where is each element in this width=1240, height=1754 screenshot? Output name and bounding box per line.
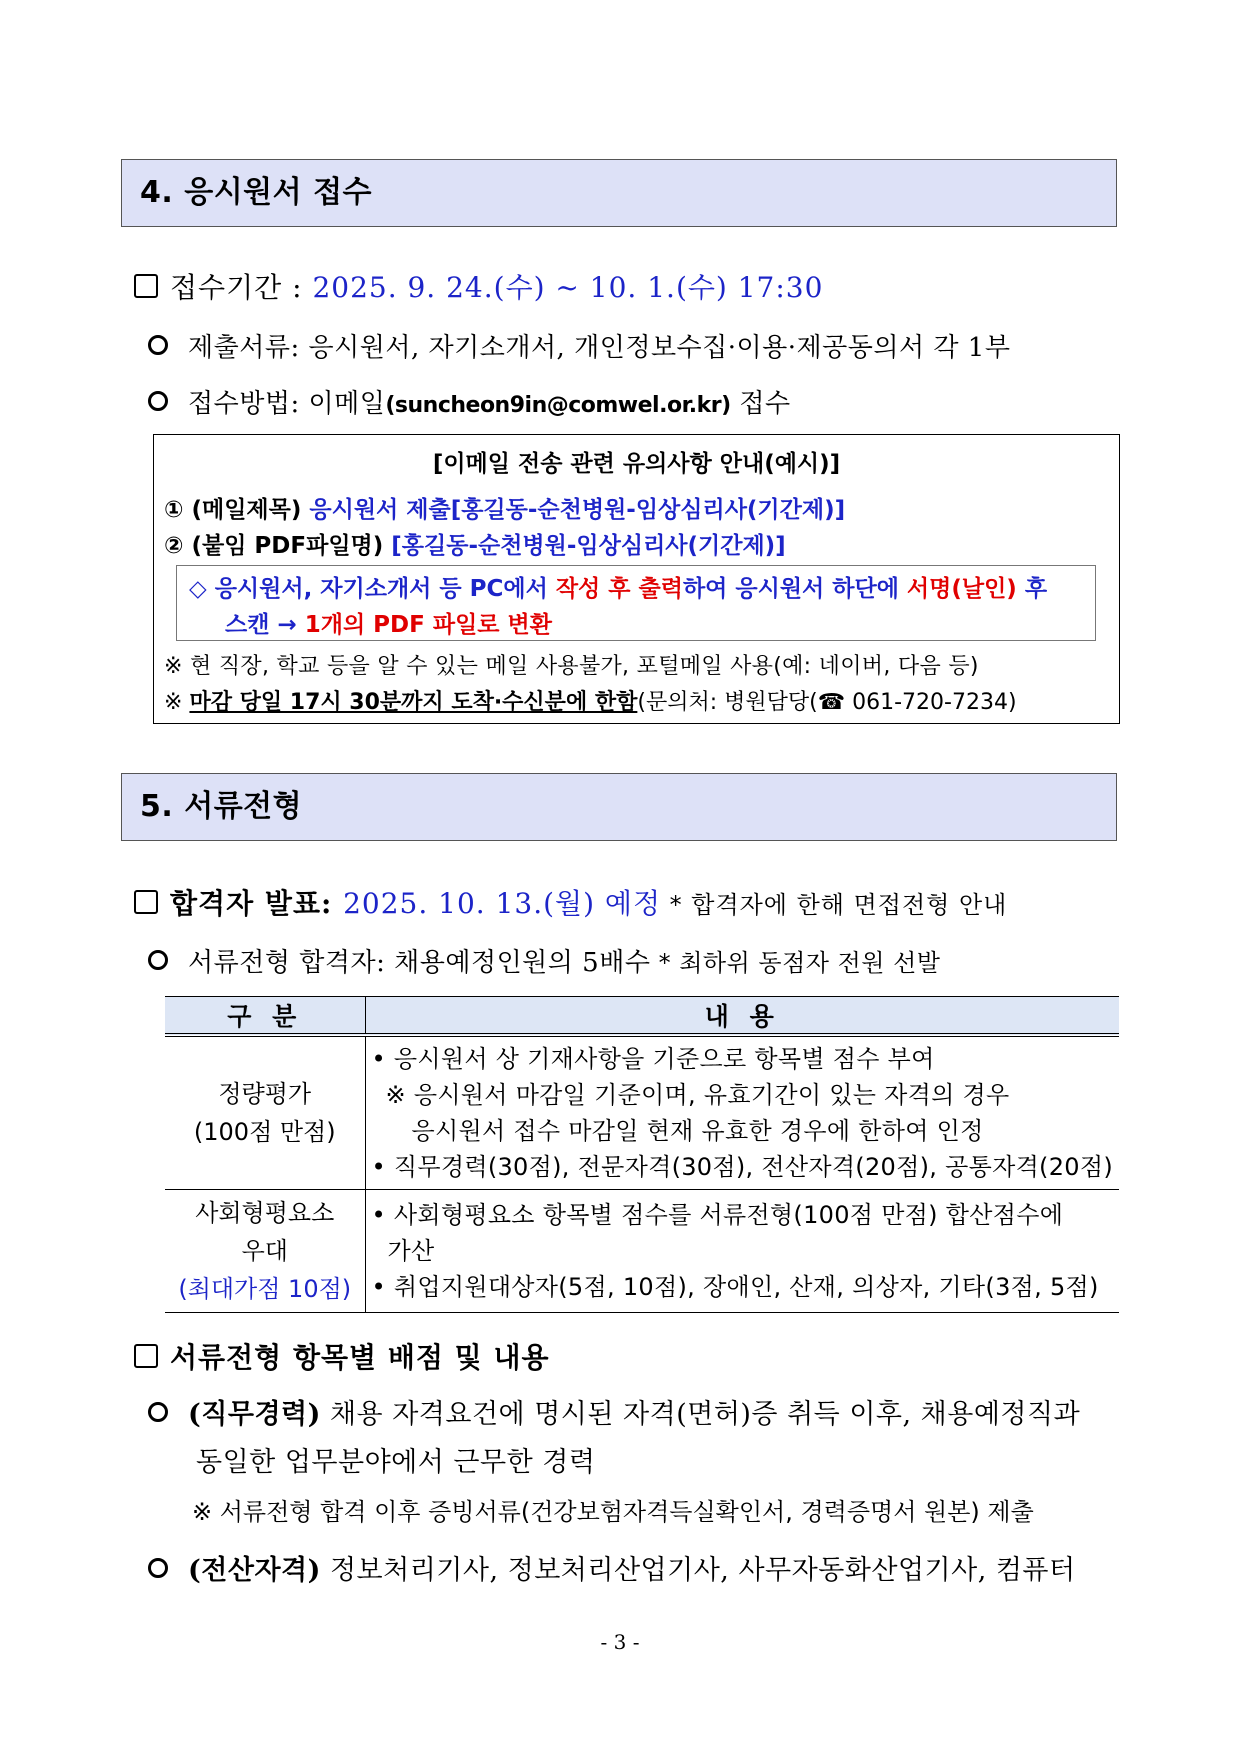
method-tail: 접수 [730,389,791,419]
row-1-line: 응시원서 접수 마감일 현재 유효한 경우에 한하여 인정 [411,1117,984,1145]
row-2-label [165,1190,365,1313]
period-value: 2025. 9. 24.(수) ~ 10. 1.(수) 17:30 [312,271,824,304]
notice-line-1 [164,491,845,524]
scoring-title: 서류전형 항목별 배점 및 내용 [170,1341,550,1374]
career-text: 채용 자격요건에 명시된 자격(면허)증 취득 이후, 채용예정직과 [320,1399,1081,1430]
section-5-header [121,773,1117,841]
period-label: 접수기간 : [170,271,313,304]
inner-text-d: 서명(날인) [906,576,1017,602]
row-2-content [365,1190,1119,1313]
table-row [165,1190,1119,1313]
inner-text-b: 작성 후 출력 [555,576,683,602]
row-1-content [365,1035,1119,1190]
method-email: (suncheon9in@comwel.or.kr) [385,393,731,418]
circle-bullet-icon [148,1402,168,1422]
page-number: - 3 - [600,1630,640,1654]
row-1-label [165,1035,365,1190]
method-label: 접수방법: 이메일 [188,389,386,419]
inner-text-c: 하여 응시원서 하단에 [682,576,907,602]
table-header-row [165,997,1119,1036]
section-4-title: 4. 응시원서 접수 [140,175,373,210]
square-bullet-icon [134,1344,158,1368]
circle-bullet-icon [148,335,168,355]
it-text: 정보처리기사, 정보처리산업기사, 사무자동화산업기사, 컴퓨터 [320,1555,1076,1586]
circle-bullet-icon [148,391,168,411]
row-2-line: • 사회형평요소 항목별 점수를 서류전형(100점 만점) 합산점수에 [371,1201,1064,1229]
row-2-line: 가산 [387,1237,435,1265]
section-5-title: 5. 서류전형 [140,789,303,824]
announce-value: 2025. 10. 13.(월) 예정 [343,887,661,920]
row-1-line: • 응시원서 상 기재사항을 기준으로 항목별 점수 부여 [371,1045,935,1073]
passers-note: * 최하위 동점자 전원 선발 [650,949,941,977]
square-bullet-icon [134,890,158,914]
career-item [148,1392,1080,1431]
career-text-2: 동일한 업무분야에서 근무한 경력 [196,1447,596,1478]
row-1-line: ※ 응시원서 마감일 기준이며, 유효기간이 있는 자격의 경우 [385,1081,1010,1109]
period-item [134,266,823,306]
career-label: (직무경력) [188,1399,321,1430]
inner-line-1 [189,570,1047,603]
screening-table [165,996,1119,1313]
scoring-item [134,1336,550,1376]
square-bullet-icon [134,274,158,298]
announce-item [134,882,1007,922]
notice-line-2-value: [홍길동-순천병원-임상심리사(기간제)] [391,533,786,559]
method-item [148,383,791,420]
circle-bullet-icon [148,1558,168,1578]
row-1-label-line: (100점 만점) [193,1118,336,1146]
row-2-label-line: 우대 [241,1237,288,1265]
notice-line-1-num: ① (메일제목) [164,497,310,523]
notice-inner-box [176,565,1096,641]
row-2-line: • 취업지원대상자(5점, 10점), 장애인, 산재, 의상자, 기타(3점, 5점) [371,1273,1099,1301]
it-label: (전산자격) [188,1555,321,1586]
notice-line-2 [164,527,786,560]
table-header-category: 구 분 [165,997,365,1036]
career-note: ※ 서류전형 합격 이후 증빙서류(건강보험자격득실확인서, 경력증명서 원본) 제출 [192,1498,1034,1526]
note-2-mark: ※ [164,690,190,715]
row-1-label-line: 정량평가 [218,1080,312,1108]
notice-line-1-value: 응시원서 제출[홍길동-순천병원-임상심리사(기간제)] [309,497,846,523]
it-item [148,1548,1076,1587]
row-1-line: • 직무경력(30점), 전문자격(30점), 전산자격(20점), 공통자격(20점) [371,1153,1113,1181]
announce-note: * 합격자에 한해 면접전형 안내 [661,891,1008,919]
inner-text-e: 후 [1016,576,1048,602]
docs-item [148,327,1010,364]
announce-label: 합격자 발표: [170,887,344,920]
table-row [165,1035,1119,1190]
table-header-content: 내 용 [365,997,1119,1036]
passers-text: 서류전형 합격자: 채용예정인원의 5배수 [188,948,651,978]
docs-text: 제출서류: 응시원서, 자기소개서, 개인정보수집·이용·제공동의서 각 1부 [188,333,1011,363]
inner-text-a: ◇ 응시원서, 자기소개서 등 PC에서 [189,576,556,602]
circle-bullet-icon [148,950,168,970]
notice-note-2 [164,685,1017,716]
row-2-label-bonus: (최대가점 10점) [178,1275,352,1303]
notice-note-1: ※ 현 직장, 학교 등을 알 수 있는 메일 사용불가, 포털메일 사용(예: 네이버, 다음 등) [164,654,979,679]
inner-line-2 [225,606,552,639]
notice-title: [이메일 전송 관련 유의사항 안내(예시)] [432,451,841,477]
inner-text-f: 스캔 → [225,612,305,638]
email-notice-box [153,434,1120,724]
passers-item [148,942,940,979]
row-2-label-line: 사회형평요소 [195,1199,335,1227]
note-2-deadline: 마감 당일 17시 30분까지 도착·수신분에 한함 [189,690,638,715]
inner-text-g: 1개의 PDF 파일로 변환 [304,612,552,638]
section-4-header [121,159,1117,227]
notice-line-2-num: ② (붙임 PDF파일명) [164,533,392,559]
note-2-contact: (문의처: 병원담당(☎ 061-720-7234) [637,690,1017,715]
